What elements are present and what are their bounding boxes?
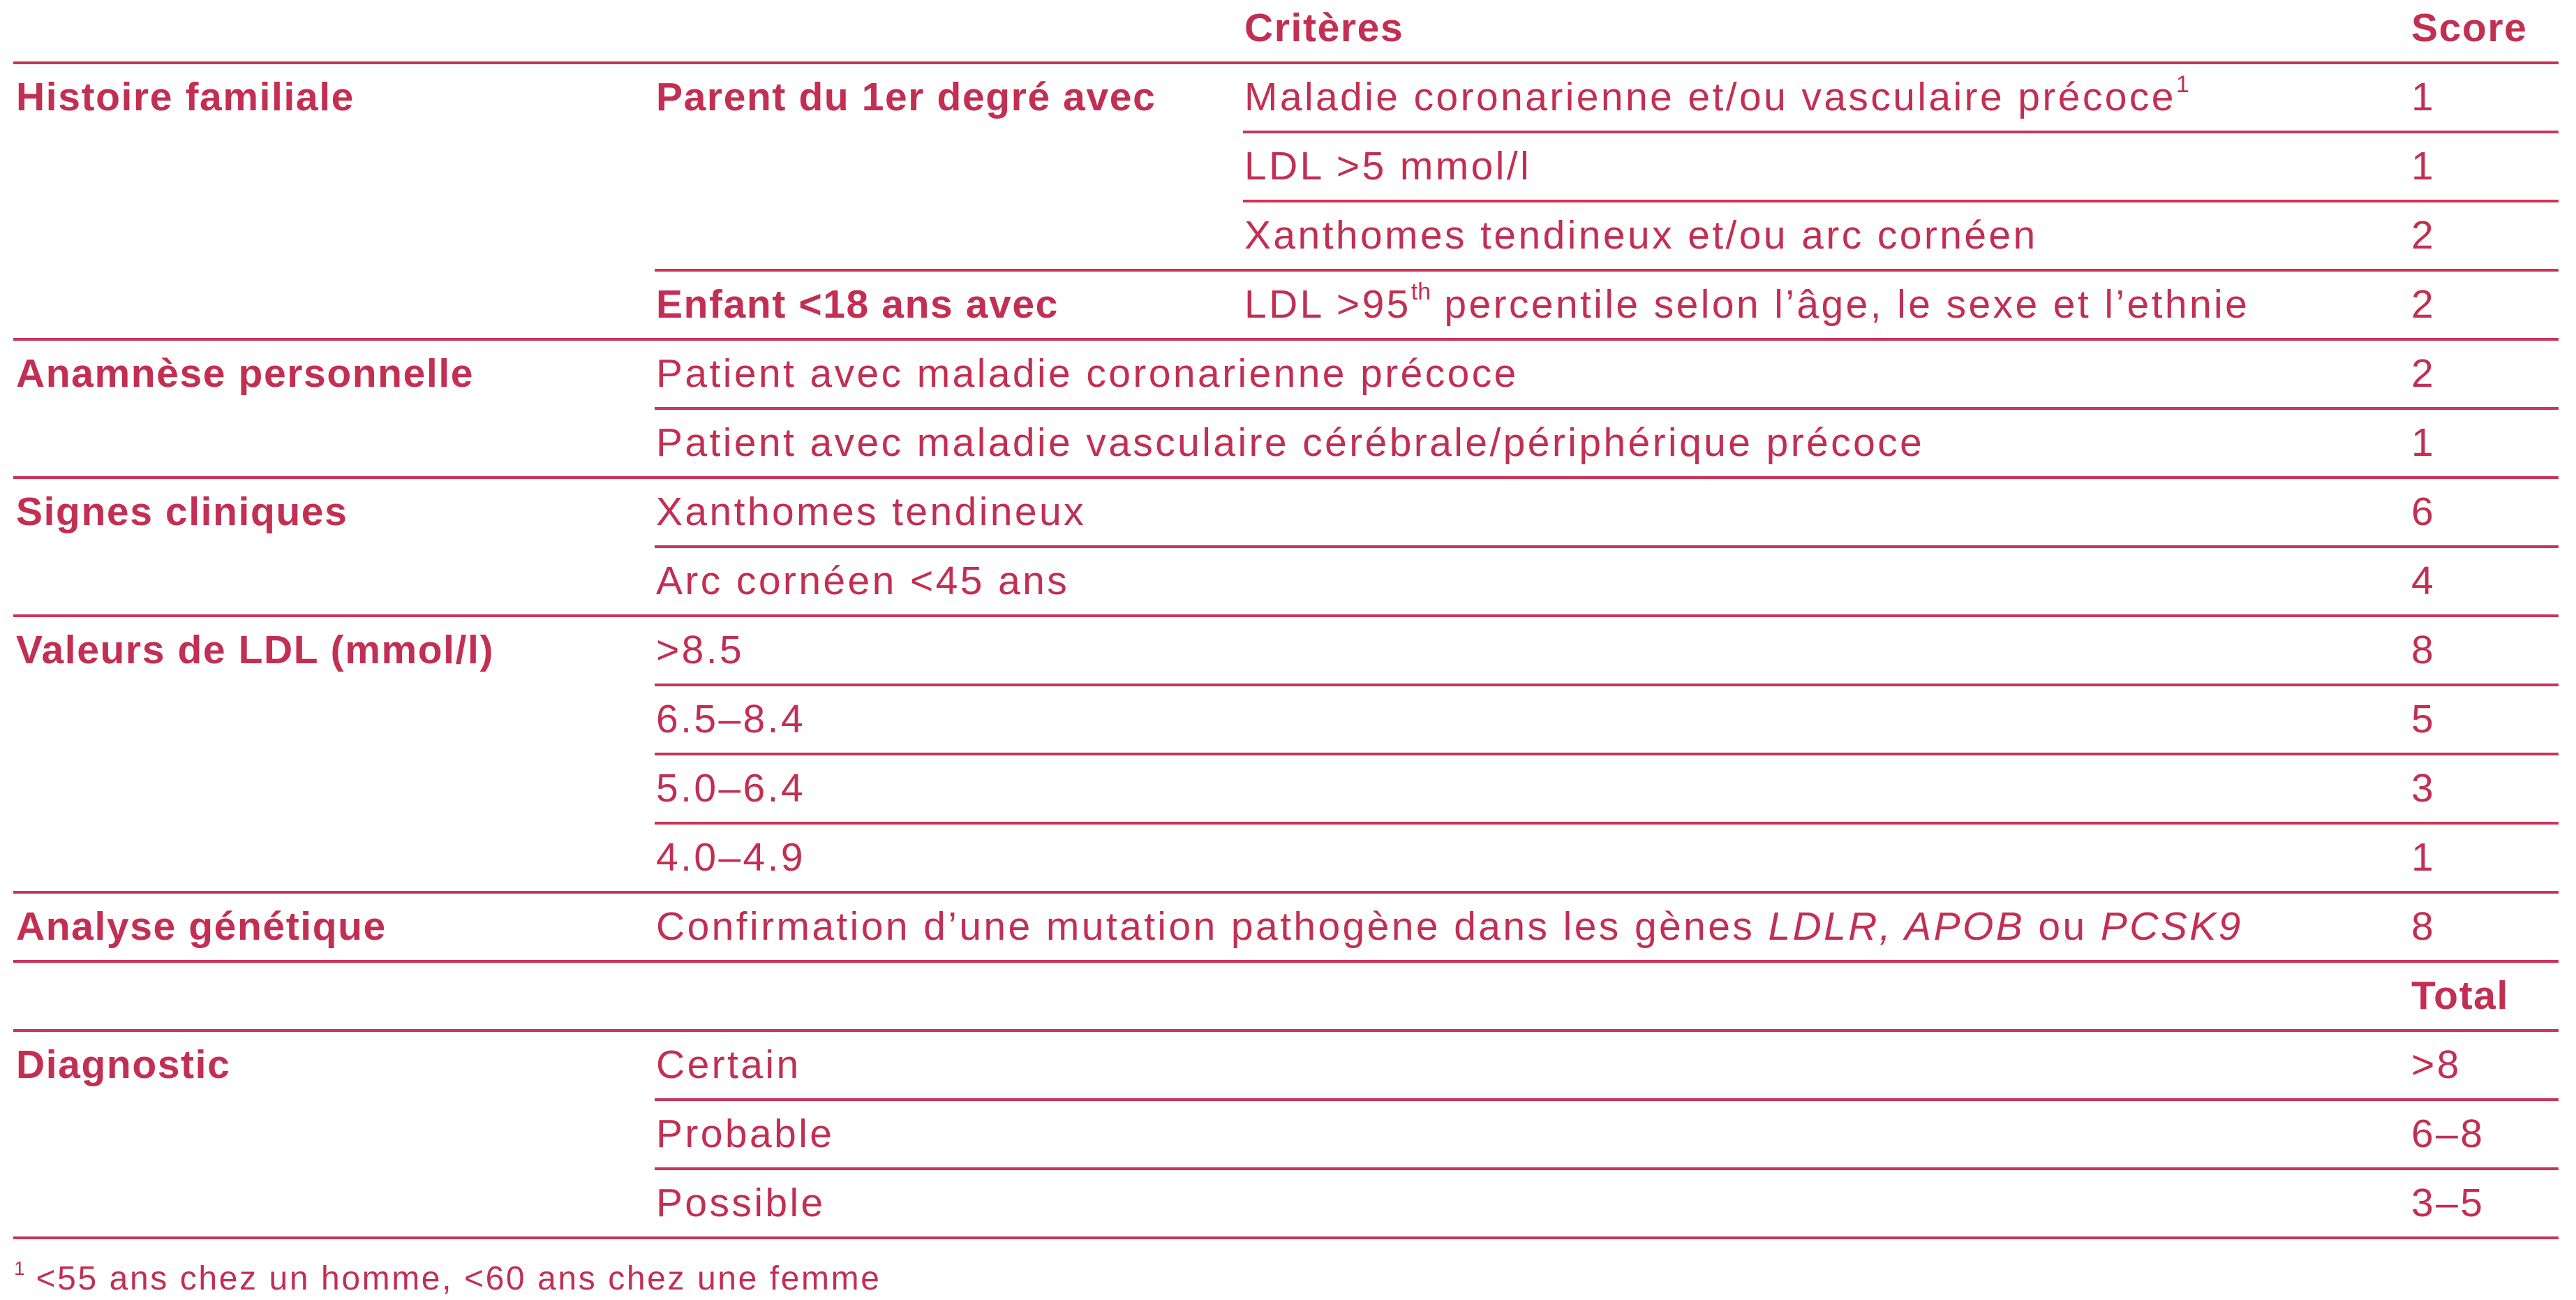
criterion-text: 6.5–8.4 xyxy=(656,697,805,741)
rule xyxy=(655,753,2559,755)
criterion-text: Arc cornéen <45 ans xyxy=(656,559,1070,603)
footnote-text: <55 ans chez un homme, <60 ans chez une femme xyxy=(24,1260,881,1297)
score-value: 4 xyxy=(2411,559,2436,603)
score-value: 1 xyxy=(2411,835,2436,880)
criterion-label: Maladie coronarienne et/ou vasculaire précoce xyxy=(1244,75,2176,119)
rule xyxy=(1243,200,2559,202)
rule xyxy=(13,476,2559,479)
gene-name: PCSK9 xyxy=(2100,904,2243,949)
rule xyxy=(655,407,2559,410)
category-analyse-genetique: Analyse génétique xyxy=(16,904,387,949)
total-range: 3–5 xyxy=(2411,1181,2485,1225)
criterion-text: 5.0–6.4 xyxy=(656,766,805,811)
score-value: 2 xyxy=(2411,282,2436,327)
criterion-text: Patient avec maladie coronarienne précoce xyxy=(656,351,1519,396)
category-anamnese: Anamnèse personnelle xyxy=(16,351,475,396)
score-value: 1 xyxy=(2411,420,2436,465)
conjunction: ou xyxy=(2025,904,2101,949)
rule xyxy=(655,684,2559,686)
rule xyxy=(13,960,2559,963)
column-header-criteria: Critères xyxy=(1244,6,1404,50)
diagnostic-level: Probable xyxy=(656,1111,835,1156)
column-header-score: Score xyxy=(2411,6,2528,50)
rule xyxy=(13,338,2559,341)
score-value: 2 xyxy=(2411,213,2436,258)
score-value: 5 xyxy=(2411,697,2436,741)
rule xyxy=(1243,131,2559,133)
rule xyxy=(655,822,2559,825)
score-value: 1 xyxy=(2411,144,2436,189)
rule-bottom xyxy=(13,1236,2559,1239)
total-range: 6–8 xyxy=(2411,1111,2485,1156)
superscript-th: th xyxy=(1410,279,1431,305)
rule xyxy=(13,1029,2559,1032)
subcategory-parent: Parent du 1er degré avec xyxy=(656,75,1156,119)
rule xyxy=(655,1167,2559,1170)
footnote-ref: 1 xyxy=(2175,71,2189,98)
rule xyxy=(13,614,2559,617)
criterion-text: 4.0–4.9 xyxy=(656,835,805,880)
criterion-label-cont: percentile selon l’âge, le sexe et l’ethnie xyxy=(1431,282,2250,327)
criterion-text xyxy=(1244,279,2250,327)
category-histoire-familiale: Histoire familiale xyxy=(16,75,355,119)
score-value: 8 xyxy=(2411,628,2436,672)
score-value: 3 xyxy=(2411,766,2436,811)
rule xyxy=(655,269,2559,272)
criterion-text: Xanthomes tendineux et/ou arc cornéen xyxy=(1244,213,2038,258)
diagnostic-level: Possible xyxy=(656,1181,826,1225)
subcategory-enfant: Enfant <18 ans avec xyxy=(656,282,1059,327)
rule xyxy=(655,1098,2559,1101)
criterion-label: Confirmation d’une mutation pathogène dans les gènes xyxy=(656,904,1769,949)
criterion-text: Xanthomes tendineux xyxy=(656,489,1086,534)
category-signes-cliniques: Signes cliniques xyxy=(16,489,348,534)
rule-header xyxy=(13,61,2559,64)
total-header: Total xyxy=(2411,973,2509,1018)
score-value: 6 xyxy=(2411,489,2436,534)
criterion-text xyxy=(1244,71,2189,119)
criterion-text: >8.5 xyxy=(656,628,745,672)
rule xyxy=(13,891,2559,894)
category-diagnostic: Diagnostic xyxy=(16,1042,231,1087)
criterion-label: LDL >95 xyxy=(1244,282,1411,327)
category-valeurs-ldl: Valeurs de LDL (mmol/l) xyxy=(16,628,495,672)
score-value: 1 xyxy=(2411,75,2436,119)
criterion-text: Patient avec maladie vasculaire cérébrale/périphérique précoce xyxy=(656,420,1925,465)
score-value: 2 xyxy=(2411,351,2436,396)
footnote-marker: 1 xyxy=(14,1257,25,1279)
gene-names: LDLR, APOB xyxy=(1768,904,2025,949)
criterion-text xyxy=(656,904,2243,949)
rule xyxy=(655,545,2559,548)
total-range: >8 xyxy=(2411,1042,2462,1087)
criterion-text: LDL >5 mmol/l xyxy=(1244,144,1532,189)
footnote xyxy=(14,1257,881,1297)
diagnostic-level: Certain xyxy=(656,1042,801,1087)
score-value: 8 xyxy=(2411,904,2436,949)
